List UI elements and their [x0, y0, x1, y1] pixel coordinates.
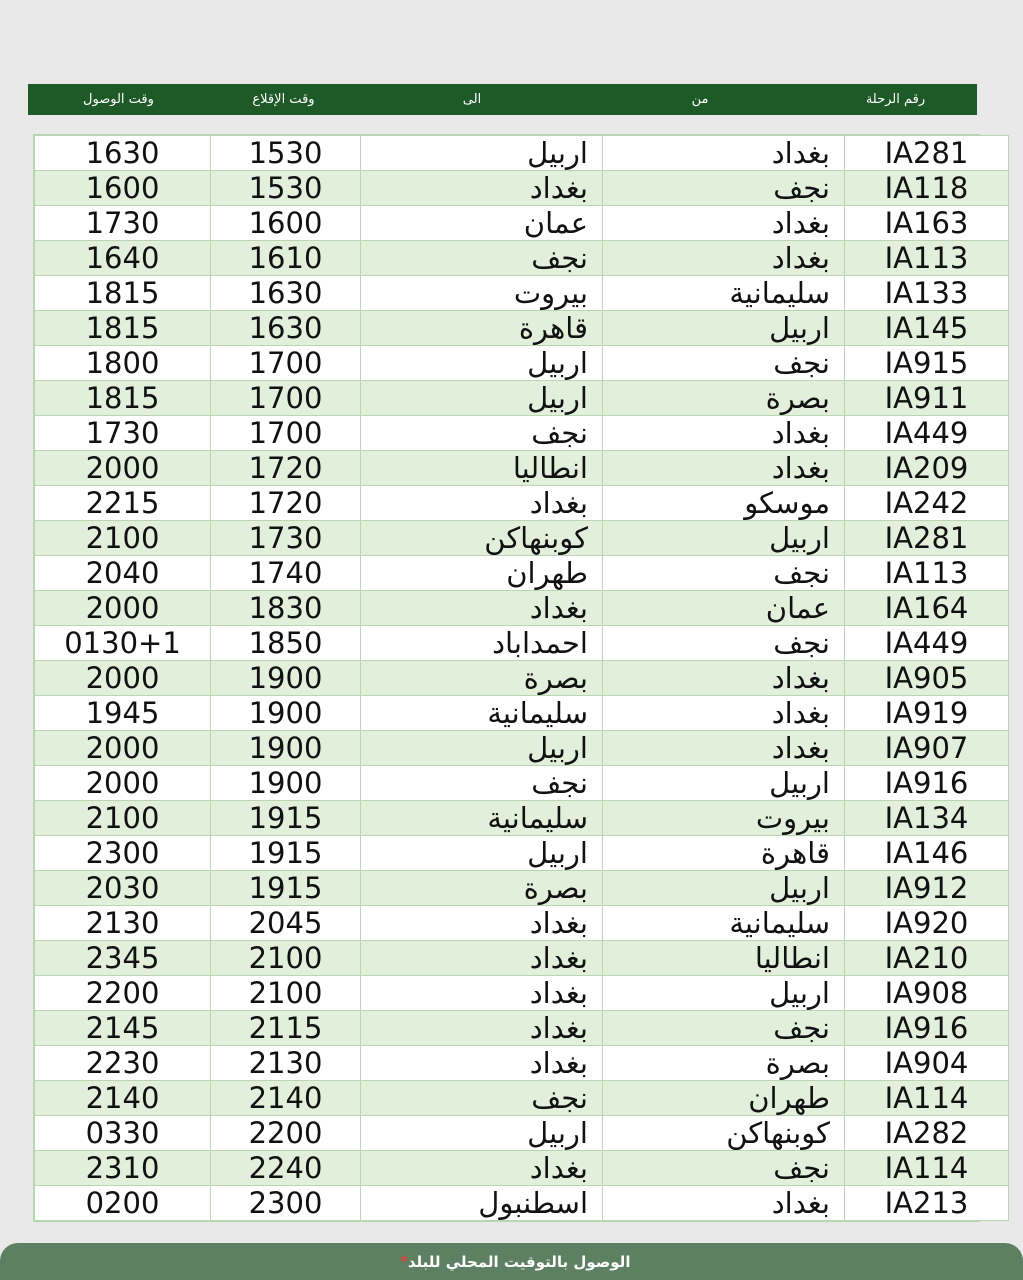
arrival-time-cell: 2140: [35, 1081, 211, 1116]
origin-cell: بيروت: [603, 801, 845, 836]
origin-cell: بغداد: [603, 696, 845, 731]
table-row: [35, 906, 1009, 941]
origin-cell: كوبنهاكن: [603, 1116, 845, 1151]
origin-cell: عمان: [603, 591, 845, 626]
departure-time-cell: 1530: [211, 136, 361, 171]
destination-cell: اربيل: [361, 1116, 603, 1151]
origin-cell: اربيل: [603, 976, 845, 1011]
destination-cell: اسطنبول: [361, 1186, 603, 1221]
destination-cell: بغداد: [361, 1046, 603, 1081]
flight-number-cell: IA281: [845, 521, 1009, 556]
arrival-time-cell: 2040: [35, 556, 211, 591]
flight-number-cell: IA282: [845, 1116, 1009, 1151]
flight-number-cell: IA904: [845, 1046, 1009, 1081]
origin-cell: موسكو: [603, 486, 845, 521]
origin-cell: اربيل: [603, 311, 845, 346]
table-row: [35, 626, 1009, 661]
departure-time-cell: 1700: [211, 381, 361, 416]
destination-cell: بغداد: [361, 171, 603, 206]
departure-time-cell: 1915: [211, 871, 361, 906]
departure-time-cell: 2130: [211, 1046, 361, 1081]
departure-time-cell: 1720: [211, 451, 361, 486]
origin-cell: بغداد: [603, 206, 845, 241]
departure-time-cell: 2140: [211, 1081, 361, 1116]
flight-number-cell: IA449: [845, 626, 1009, 661]
table-row: [35, 206, 1009, 241]
arrival-time-cell: 0330: [35, 1116, 211, 1151]
destination-cell: قاهرة: [361, 311, 603, 346]
flight-number-cell: IA146: [845, 836, 1009, 871]
table-row: [35, 1151, 1009, 1186]
flight-number-cell: IA114: [845, 1081, 1009, 1116]
flight-number-cell: IA133: [845, 276, 1009, 311]
header-departure-time: وقت الإقلاع: [252, 92, 315, 107]
arrival-time-cell: 2000: [35, 731, 211, 766]
destination-cell: نجف: [361, 766, 603, 801]
origin-cell: انطاليا: [603, 941, 845, 976]
arrival-time-cell: 2000: [35, 766, 211, 801]
arrival-time-cell: 2100: [35, 801, 211, 836]
flight-number-cell: IA911: [845, 381, 1009, 416]
table-row: [35, 311, 1009, 346]
table-row: [35, 871, 1009, 906]
flight-number-cell: IA281: [845, 136, 1009, 171]
departure-time-cell: 1610: [211, 241, 361, 276]
departure-time-cell: 1700: [211, 346, 361, 381]
table-row: [35, 661, 1009, 696]
header-arrival-time: وقت الوصول: [83, 92, 154, 107]
table-row: [35, 976, 1009, 1011]
arrival-time-cell: 1600: [35, 171, 211, 206]
flight-number-cell: IA907: [845, 731, 1009, 766]
destination-cell: بصرة: [361, 871, 603, 906]
destination-cell: بغداد: [361, 486, 603, 521]
origin-cell: بغداد: [603, 136, 845, 171]
footer-note-bar: [0, 1243, 1023, 1280]
arrival-time-cell: 1815: [35, 276, 211, 311]
table-header-bar: [28, 84, 977, 115]
table-row: [35, 1046, 1009, 1081]
departure-time-cell: 1900: [211, 696, 361, 731]
arrival-time-cell: 2300: [35, 836, 211, 871]
destination-cell: اربيل: [361, 836, 603, 871]
flight-number-cell: IA164: [845, 591, 1009, 626]
arrival-time-cell: 2310: [35, 1151, 211, 1186]
arrival-time-cell: 2230: [35, 1046, 211, 1081]
table-row: [35, 1186, 1009, 1221]
destination-cell: بغداد: [361, 591, 603, 626]
destination-cell: نجف: [361, 416, 603, 451]
departure-time-cell: 1600: [211, 206, 361, 241]
arrival-time-cell: 1800: [35, 346, 211, 381]
table-row: [35, 416, 1009, 451]
table-row: [35, 696, 1009, 731]
flight-number-cell: IA920: [845, 906, 1009, 941]
arrival-time-cell: 1815: [35, 311, 211, 346]
table-row: [35, 136, 1009, 171]
departure-time-cell: 1700: [211, 416, 361, 451]
table-row: [35, 941, 1009, 976]
origin-cell: بغداد: [603, 731, 845, 766]
destination-cell: بغداد: [361, 1151, 603, 1186]
table-row: [35, 801, 1009, 836]
departure-time-cell: 2240: [211, 1151, 361, 1186]
destination-cell: بغداد: [361, 941, 603, 976]
destination-cell: اربيل: [361, 381, 603, 416]
flight-schedule-table: [33, 134, 980, 1222]
destination-cell: احمداباد: [361, 626, 603, 661]
departure-time-cell: 1830: [211, 591, 361, 626]
table-row: [35, 591, 1009, 626]
origin-cell: قاهرة: [603, 836, 845, 871]
flight-number-cell: IA915: [845, 346, 1009, 381]
flight-number-cell: IA912: [845, 871, 1009, 906]
origin-cell: بغداد: [603, 416, 845, 451]
footer-note: الوصول بالتوقيت المحلي للبلد: [407, 1252, 631, 1271]
destination-cell: سليمانية: [361, 696, 603, 731]
flight-number-cell: IA213: [845, 1186, 1009, 1221]
destination-cell: سليمانية: [361, 801, 603, 836]
table-row: [35, 1081, 1009, 1116]
departure-time-cell: 1900: [211, 731, 361, 766]
departure-time-cell: 1630: [211, 276, 361, 311]
arrival-time-cell: 1640: [35, 241, 211, 276]
departure-time-cell: 1900: [211, 661, 361, 696]
flight-number-cell: IA905: [845, 661, 1009, 696]
destination-cell: انطاليا: [361, 451, 603, 486]
destination-cell: عمان: [361, 206, 603, 241]
table-row: [35, 521, 1009, 556]
origin-cell: سليمانية: [603, 276, 845, 311]
table-row: [35, 766, 1009, 801]
departure-time-cell: 2300: [211, 1186, 361, 1221]
arrival-time-cell: 0130+1: [35, 626, 211, 661]
departure-time-cell: 1740: [211, 556, 361, 591]
header-flight-number: رقم الرحلة: [865, 92, 926, 107]
departure-time-cell: 1900: [211, 766, 361, 801]
arrival-time-cell: 2000: [35, 451, 211, 486]
origin-cell: اربيل: [603, 871, 845, 906]
arrival-time-cell: 2145: [35, 1011, 211, 1046]
arrival-time-cell: 0200: [35, 1186, 211, 1221]
origin-cell: نجف: [603, 171, 845, 206]
destination-cell: بغداد: [361, 906, 603, 941]
departure-time-cell: 1630: [211, 311, 361, 346]
arrival-time-cell: 1945: [35, 696, 211, 731]
table-row: [35, 556, 1009, 591]
origin-cell: بغداد: [603, 1186, 845, 1221]
destination-cell: طهران: [361, 556, 603, 591]
header-from: من: [691, 92, 709, 107]
table-row: [35, 171, 1009, 206]
flight-number-cell: IA242: [845, 486, 1009, 521]
destination-cell: اربيل: [361, 136, 603, 171]
flight-number-cell: IA114: [845, 1151, 1009, 1186]
origin-cell: بغداد: [603, 661, 845, 696]
arrival-time-cell: 2000: [35, 661, 211, 696]
arrival-time-cell: 2200: [35, 976, 211, 1011]
table-row: [35, 1116, 1009, 1151]
destination-cell: نجف: [361, 1081, 603, 1116]
departure-time-cell: 2100: [211, 941, 361, 976]
flight-number-cell: IA113: [845, 556, 1009, 591]
table-row: [35, 276, 1009, 311]
table-row: [35, 486, 1009, 521]
origin-cell: بغداد: [603, 241, 845, 276]
flight-number-cell: IA916: [845, 1011, 1009, 1046]
origin-cell: بصرة: [603, 1046, 845, 1081]
destination-cell: بغداد: [361, 1011, 603, 1046]
destination-cell: اربيل: [361, 346, 603, 381]
arrival-time-cell: 1730: [35, 416, 211, 451]
departure-time-cell: 2045: [211, 906, 361, 941]
destination-cell: بغداد: [361, 976, 603, 1011]
destination-cell: اربيل: [361, 731, 603, 766]
departure-time-cell: 2115: [211, 1011, 361, 1046]
arrival-time-cell: 2100: [35, 521, 211, 556]
arrival-time-cell: 1815: [35, 381, 211, 416]
origin-cell: بغداد: [603, 451, 845, 486]
departure-time-cell: 2100: [211, 976, 361, 1011]
destination-cell: بصرة: [361, 661, 603, 696]
departure-time-cell: 1915: [211, 801, 361, 836]
origin-cell: نجف: [603, 1151, 845, 1186]
origin-cell: طهران: [603, 1081, 845, 1116]
destination-cell: نجف: [361, 241, 603, 276]
departure-time-cell: 1915: [211, 836, 361, 871]
flight-number-cell: IA916: [845, 766, 1009, 801]
origin-cell: اربيل: [603, 521, 845, 556]
destination-cell: كوبنهاكن: [361, 521, 603, 556]
arrival-time-cell: 2130: [35, 906, 211, 941]
origin-cell: سليمانية: [603, 906, 845, 941]
flight-number-cell: IA118: [845, 171, 1009, 206]
destination-cell: بيروت: [361, 276, 603, 311]
flight-number-cell: IA134: [845, 801, 1009, 836]
departure-time-cell: 1850: [211, 626, 361, 661]
flight-number-cell: IA210: [845, 941, 1009, 976]
origin-cell: نجف: [603, 556, 845, 591]
table-row: [35, 1011, 1009, 1046]
flight-number-cell: IA919: [845, 696, 1009, 731]
flight-number-cell: IA209: [845, 451, 1009, 486]
arrival-time-cell: 2345: [35, 941, 211, 976]
arrival-time-cell: 1630: [35, 136, 211, 171]
asterisk-marker: *: [400, 1253, 408, 1270]
origin-cell: نجف: [603, 346, 845, 381]
arrival-time-cell: 2215: [35, 486, 211, 521]
origin-cell: بصرة: [603, 381, 845, 416]
departure-time-cell: 1530: [211, 171, 361, 206]
departure-time-cell: 1730: [211, 521, 361, 556]
arrival-time-cell: 2030: [35, 871, 211, 906]
origin-cell: نجف: [603, 1011, 845, 1046]
arrival-time-cell: 2000: [35, 591, 211, 626]
arrival-time-cell: 1730: [35, 206, 211, 241]
flight-number-cell: IA113: [845, 241, 1009, 276]
origin-cell: نجف: [603, 626, 845, 661]
table-row: [35, 451, 1009, 486]
table-row: [35, 731, 1009, 766]
table-row: [35, 381, 1009, 416]
table-row: [35, 346, 1009, 381]
flight-number-cell: IA908: [845, 976, 1009, 1011]
table-row: [35, 241, 1009, 276]
departure-time-cell: 1720: [211, 486, 361, 521]
flight-rows: [35, 136, 1009, 1221]
origin-cell: اربيل: [603, 766, 845, 801]
flight-number-cell: IA163: [845, 206, 1009, 241]
table-row: [35, 836, 1009, 871]
departure-time-cell: 2200: [211, 1116, 361, 1151]
flight-number-cell: IA449: [845, 416, 1009, 451]
header-to: الى: [462, 92, 482, 107]
flight-number-cell: IA145: [845, 311, 1009, 346]
